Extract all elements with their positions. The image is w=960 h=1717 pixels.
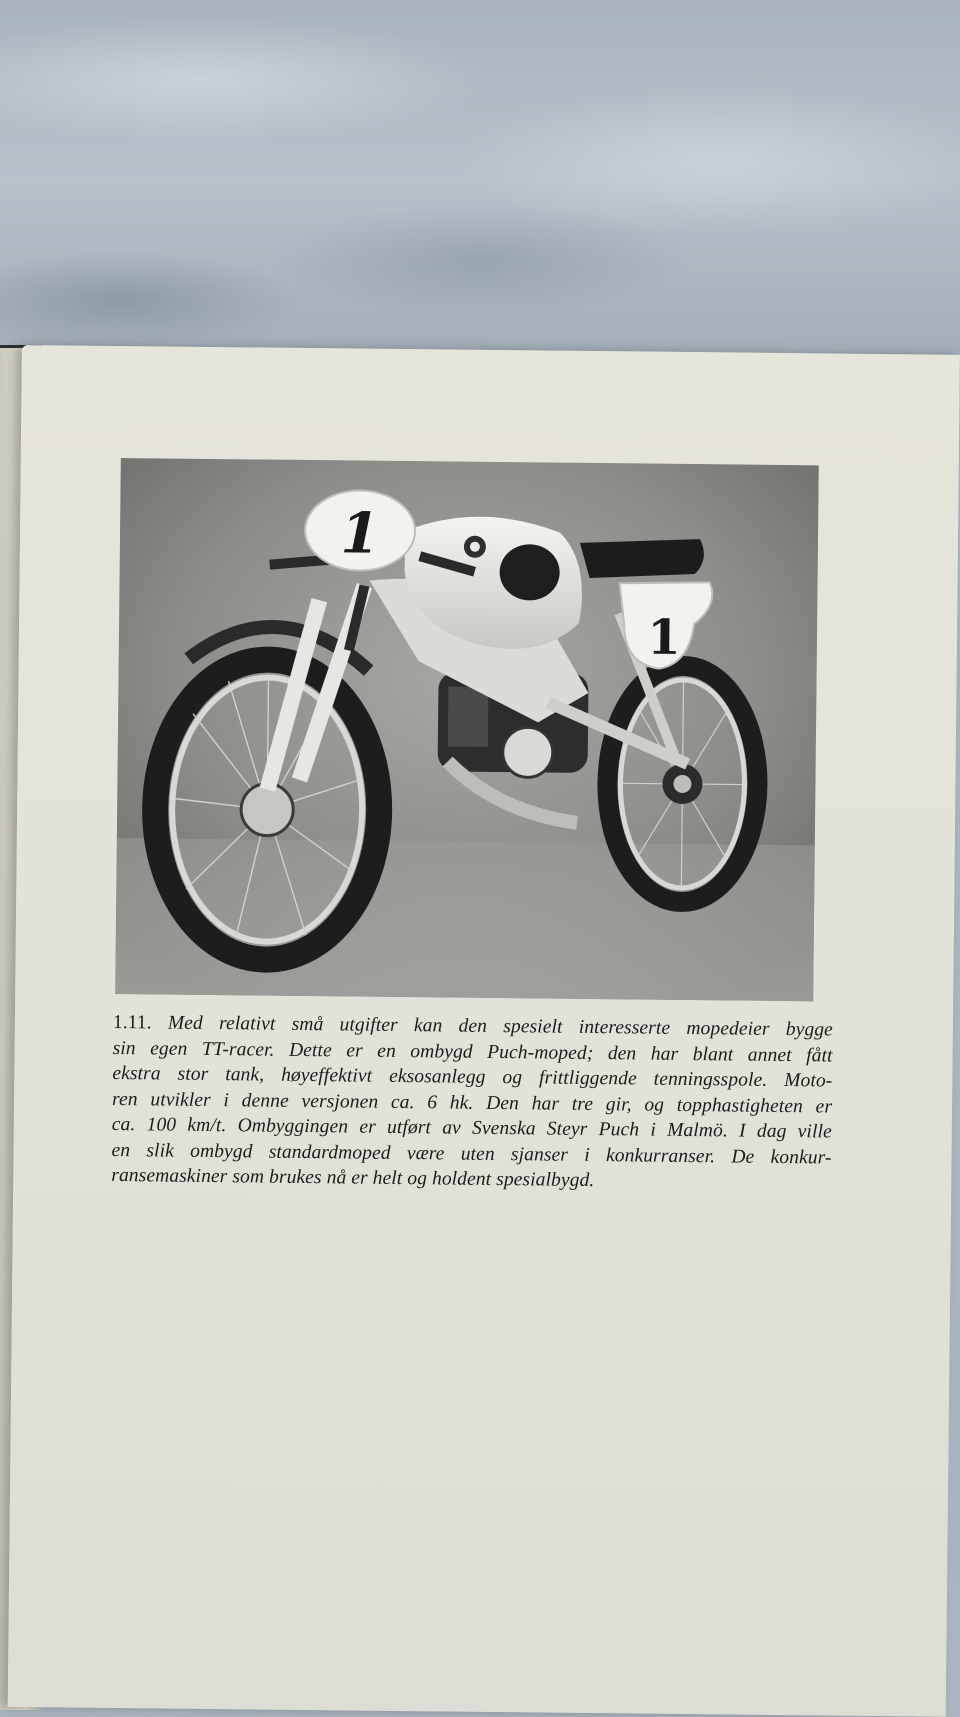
front-race-number: 1 xyxy=(340,500,380,567)
caption-line: ren utvikler i denne versjonen ca. 6 hk. Den har tre gir, og topphastigheten er xyxy=(111,1088,833,1118)
caption-line: en slik ombygd standardmoped være uten sjanser i konkurranser. De konkur- xyxy=(111,1139,832,1169)
caption-number: 1.11. xyxy=(112,1011,152,1034)
caption-line: ekstra stor tank, høyeffektivt eksosanlegg og frittliggende tenningsspole. Moto- xyxy=(112,1062,833,1092)
book-page xyxy=(8,345,960,1717)
moped-illustration xyxy=(115,458,819,1001)
caption-line: 1.11. Med relativt små utgifter kan den spesielt interesserte mopedeier bygge xyxy=(112,1011,833,1041)
moped-photo xyxy=(115,458,819,1001)
front-number-plate xyxy=(305,490,416,571)
caption-line: sin egen TT-racer. Dette er en ombygd Puch-moped; den har blant annet fått xyxy=(112,1037,833,1067)
rear-race-number: 1 xyxy=(646,609,681,666)
figure-caption xyxy=(111,1010,833,1196)
caption-line: ransemaskiner som brukes nå er helt og holdent spesialbygd. xyxy=(111,1164,595,1192)
cloth-background xyxy=(0,0,960,400)
caption-line: ca. 100 km/t. Ombyggingen er utført av Svenska Steyr Puch i Malmö. I dag ville xyxy=(111,1113,832,1143)
seat xyxy=(580,538,704,579)
